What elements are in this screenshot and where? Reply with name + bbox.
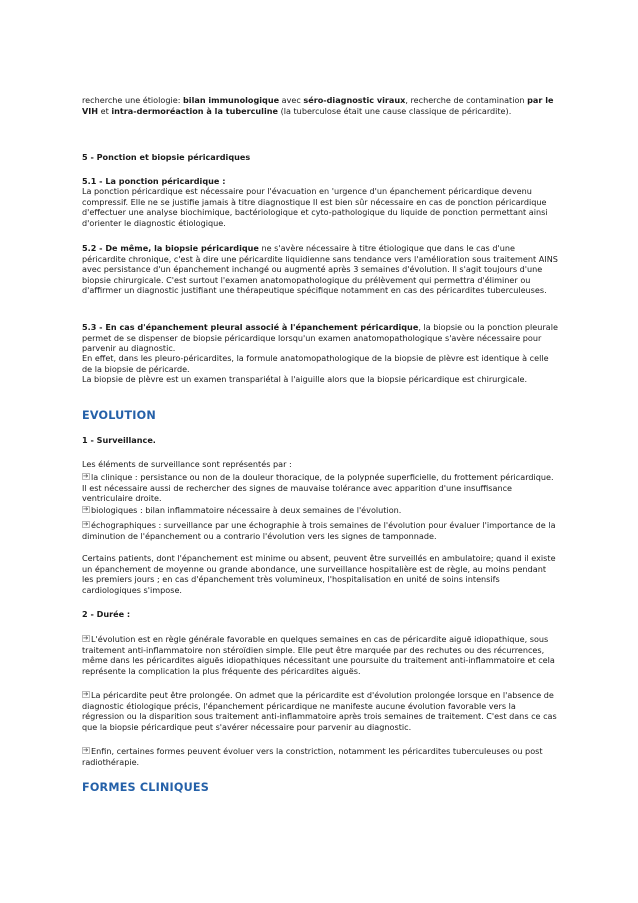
bold-term: par le VIH <box>82 95 554 116</box>
text-span: recherche une étiologie: <box>82 95 184 105</box>
duree-item-3 <box>82 746 558 767</box>
section-5-1-text: La ponction péricardique est nécessaire pour l'évacuation en 'urgence d'un épanchement péricardique devenu compressif. Elle ne se justifie jamais à titre diagnostique Il est bien sûr nécessaire en cas de ponction péricardique d'effectuer une analyse biochimique, bactériologique et cyto-pathologique du liquide de ponction permettant ainsi d'orienter le diagnostic étiologique. <box>82 186 548 228</box>
item-text: La péricardite peut être prolongée. On admet que la péricardite est d'évolution prolongée lorsque en l'absence de diagnostic étiologique précis, l'épanchement péricardique ne manifeste aucune évolution favorable vers la régression ou la disparition sous traitement anti-inflammatoire après trois semaines de traitement. C'est dans ce cas que la biopsie péricardique peut s'avérer nécessaire pour parvenir au diagnostic. <box>82 690 557 732</box>
surveillance-item-clinique <box>82 472 558 504</box>
duree-item-2 <box>82 690 558 732</box>
bold-term: intra-dermoréaction à la tuberculine <box>111 105 278 116</box>
item-text: L'évolution est en règle générale favorable en quelques semaines en cas de péricardite aiguë idiopathique, sous traitement anti-inflammatoire non stéroïdien simple. Elle peut être marquée par des rechutes ou des récurrences, même dans les péricardites aiguës idiopathiques nécessitant une poursuite du traitement anti-inflammatoire et cela représente la complication la plus fréquente des péricardites aiguës. <box>82 634 555 676</box>
section-5-3-text: , la biopsie ou la ponction pleurale permet de se dispenser de biopsie péricardique lorsqu'un examen anatomopathologique s'avère nécessaire pour parvenir au diagnostic. <box>82 322 558 353</box>
section-5-3-paragraph-3: La biopsie de plèvre est un examen transpariétal à l'aiguille alors que la biopsie péricardique est chirurgicale. <box>82 374 528 384</box>
surveillance-title: 1 - Surveillance. <box>82 435 156 445</box>
arrow-bullet-icon <box>82 691 90 698</box>
formes-cliniques-heading: FORMES CLINIQUES <box>82 781 210 794</box>
item-text: échographiques : surveillance par une échographie à trois semaines de l'évolution pour évaluer l'importance de la diminution de l'épanchement ou a contrario l'évolution vers les signes de tamponnade. <box>82 520 556 541</box>
text-span: , recherche de contamination <box>405 95 528 105</box>
section-5-2-paragraph <box>82 243 558 296</box>
surveillance-item-biologiques <box>82 505 558 516</box>
bold-term: bilan immunologique <box>183 95 280 105</box>
section-5-3-paragraph-2: En effet, dans les pleuro-péricardites, la formule anatomopathologique de la biopsie de plèvre est identique à celle de la biopsie de péricarde. <box>82 353 549 374</box>
arrow-bullet-icon <box>82 521 90 528</box>
section-5-1-title: 5.1 - La ponction péricardique : <box>82 176 226 186</box>
item-text: la clinique : persistance ou non de la douleur thoracique, de la polypnée superficielle, du frottement péricardique. Il est nécessaire aussi de rechercher des signes de mauvaise tolérance avec apparition d'une insuffisance ventriculaire droite. <box>82 472 554 503</box>
intro-paragraph <box>82 95 558 116</box>
arrow-bullet-icon <box>82 473 90 480</box>
surveillance-intro: Les éléments de surveillance sont représentés par : <box>82 459 292 469</box>
bold-term: séro-diagnostic viraux <box>303 95 406 105</box>
section-5-2-text: ne s'avère nécessaire à titre étiologique que dans le cas d'une péricardite chronique, c'est à dire une péricardite liquidienne sans tendance vers l'amélioration sous traitement AINS avec persistance d'un épanchement inchangé ou augmenté après 3 semaines d'évolution. Il s'agit toujours d'une biopsie chirurgicale. C'est surtout l'examen anatomopathologique du prélèvement qui permettra d'éliminer ou d'affirmer un diagnostic justifiant une thérapeutique spécifique notamment en cas des péricardites tuberculeuses. <box>82 243 558 295</box>
text-span: et <box>98 105 112 116</box>
text-span: avec <box>279 95 304 105</box>
duree-title: 2 - Durée : <box>82 609 131 619</box>
evolution-heading: EVOLUTION <box>82 409 156 422</box>
item-text: Enfin, certaines formes peuvent évoluer vers la constriction, notamment les péricardites tuberculeuses ou post radiothérapie. <box>82 746 543 767</box>
section-5-3-title: 5.3 - En cas d'épanchement pleural associé à l'épanchement péricardique <box>82 322 419 332</box>
item-text: biologiques : bilan inflammatoire nécessaire à deux semaines de l'évolution. <box>91 505 402 515</box>
text-span: (la tuberculose était une cause classique de péricardite). <box>278 105 512 116</box>
section-5-title: 5 - Ponction et biopsie péricardiques <box>82 152 251 162</box>
arrow-bullet-icon <box>82 747 90 754</box>
arrow-bullet-icon <box>82 635 90 642</box>
section-5-2-title: 5.2 - De même, la biopsie péricardique <box>82 243 259 253</box>
surveillance-item-echographiques <box>82 520 558 541</box>
arrow-bullet-icon <box>82 506 90 513</box>
section-5-3-paragraph <box>82 322 558 354</box>
duree-item-1 <box>82 634 558 676</box>
surveillance-conclusion: Certains patients, dont l'épanchement est minime ou absent, peuvent être surveillés en ambulatoire; quand il existe un épanchement de moyenne ou grande abondance, une surveillance hospitalière est de règle, au moins pendant les premiers jours ; en cas d'épanchement très volumineux, l'hospitalisation en unité de soins intensifs cardiologiques s'impose. <box>82 553 556 595</box>
